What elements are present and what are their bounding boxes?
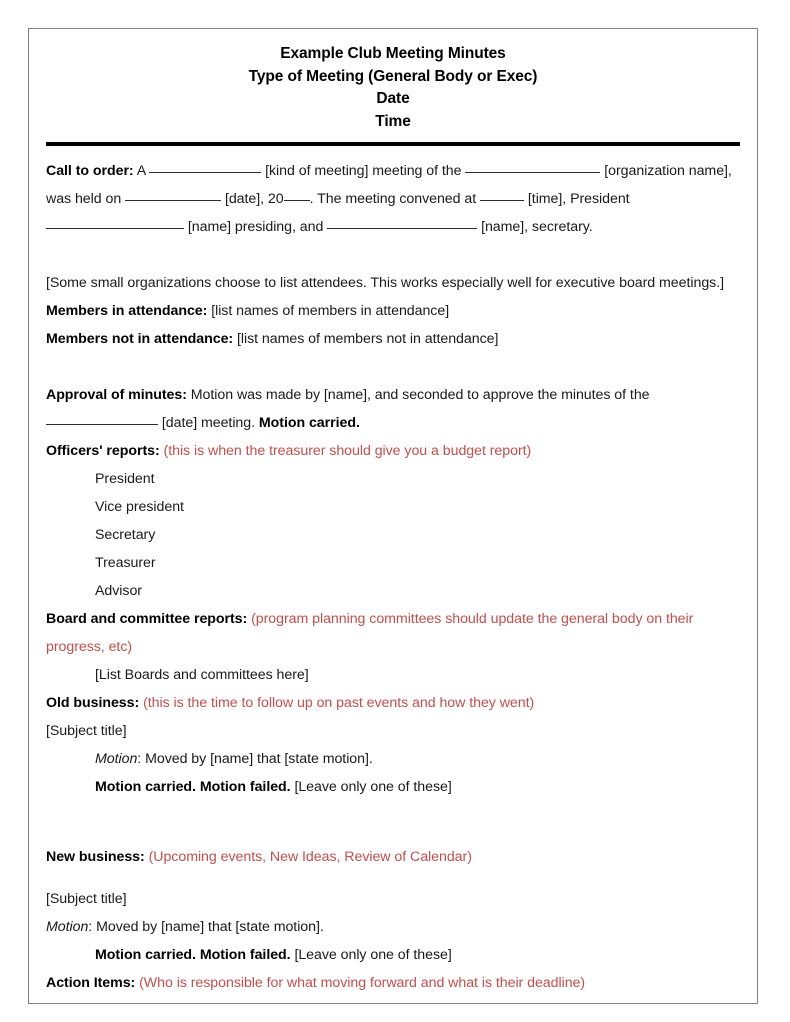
blank-kind-of-meeting xyxy=(149,160,261,173)
call-to-order-text-1: A xyxy=(133,163,150,179)
call-to-order-line-2 xyxy=(46,185,740,213)
old-business-motion-text: : Moved by [name] that [state motion]. xyxy=(137,751,373,767)
call-to-order-text-5: [date], 20 xyxy=(221,191,284,207)
title-line-1: Example Club Meeting Minutes xyxy=(280,45,506,62)
blank-year xyxy=(284,188,310,201)
old-business-label: Old business: xyxy=(46,695,140,711)
new-business-motion-text: : Moved by [name] that [state motion]. xyxy=(88,919,324,935)
old-business-result-rest: [Leave only one of these] xyxy=(290,779,452,795)
blank-president-name xyxy=(46,216,184,229)
new-business-result-bold: Motion carried. Motion failed. xyxy=(95,947,291,963)
officer-item-treasurer: Treasurer xyxy=(95,555,156,571)
title-line-3: Date xyxy=(376,90,410,107)
call-to-order-line-1 xyxy=(46,157,740,185)
approval-of-minutes-label: Approval of minutes: xyxy=(46,387,187,403)
new-business-subject-title: [Subject title] xyxy=(46,891,127,907)
approval-of-minutes-text: Motion was made by [name], and seconded to approve the minutes of the xyxy=(186,387,650,403)
call-to-order-text-4: was held on xyxy=(46,191,126,207)
call-to-order-text-7: [time], President xyxy=(524,191,630,207)
call-to-order-label: Call to order: xyxy=(46,163,134,179)
call-to-order-text-6: . The meeting convened at xyxy=(309,191,481,207)
old-business-line xyxy=(46,689,740,717)
new-business-motion-label: Motion xyxy=(46,919,89,935)
blank-date xyxy=(125,188,221,201)
officer-item-advisor: Advisor xyxy=(95,583,142,599)
new-business-label: New business: xyxy=(46,849,145,865)
officers-reports-note: (this is when the treasurer should give you a budget report) xyxy=(159,443,532,459)
members-not-in-attendance-value: [list names of members not in attendance] xyxy=(233,331,499,347)
document-body xyxy=(46,146,740,997)
call-to-order-text-2: [kind of meeting] meeting of the xyxy=(261,163,466,179)
board-reports-list-placeholder: [List Boards and committees here] xyxy=(95,667,309,683)
old-business-result-bold: Motion carried. Motion failed. xyxy=(95,779,291,795)
document-page xyxy=(28,28,758,1004)
board-reports-label: Board and committee reports: xyxy=(46,611,248,627)
title-line-2: Type of Meeting (General Body or Exec) xyxy=(248,67,538,85)
title-line-4: Time xyxy=(375,112,411,130)
new-business-result-line xyxy=(46,941,740,969)
action-items-note: (Who is responsible for what moving forward and what is their deadline) xyxy=(135,975,586,991)
new-business-note: (Upcoming events, New Ideas, Review of Calendar) xyxy=(144,849,472,865)
officer-item-secretary: Secretary xyxy=(95,527,156,543)
old-business-motion-label: Motion xyxy=(95,751,138,767)
members-in-attendance-label: Members in attendance: xyxy=(46,303,208,319)
blank-organization-name xyxy=(465,160,600,173)
call-to-order-text-9: [name], secretary. xyxy=(477,219,593,235)
spacer-before-new-business-b xyxy=(46,829,740,843)
old-business-result-line xyxy=(46,773,740,801)
old-business-note: (this is the time to follow up on past events and how they went) xyxy=(139,695,535,711)
board-reports-note-continued: progress, etc) xyxy=(46,639,133,655)
board-reports-line xyxy=(46,605,740,633)
new-business-result-rest: [Leave only one of these] xyxy=(290,947,452,963)
officers-reports-label: Officers' reports: xyxy=(46,443,160,459)
approval-of-minutes-line-1 xyxy=(46,381,740,409)
blank-time xyxy=(480,188,524,201)
new-business-motion-line xyxy=(46,913,740,941)
officer-item-president: President xyxy=(95,471,155,487)
new-business-line xyxy=(46,843,740,871)
old-business-subject-title: [Subject title] xyxy=(46,723,127,739)
old-business-motion-line xyxy=(46,745,740,773)
approval-of-minutes-text-2: [date] meeting. xyxy=(158,415,259,431)
members-in-attendance-line xyxy=(46,297,740,325)
attendance-note: [Some small organizations choose to list attendees. This works especially well for executive board meetings.] xyxy=(46,275,724,291)
action-items-label: Action Items: xyxy=(46,975,136,991)
action-items-line xyxy=(46,969,740,997)
members-not-in-attendance-label: Members not in attendance: xyxy=(46,331,234,347)
members-not-in-attendance-line xyxy=(46,325,740,353)
spacer-after-call-to-order xyxy=(46,241,740,269)
approval-motion-carried: Motion carried. xyxy=(258,415,360,431)
officers-reports-line xyxy=(46,437,740,465)
officer-item-vice-president: Vice president xyxy=(95,499,184,515)
board-reports-note: (program planning committees should update the general body on their xyxy=(247,611,694,627)
blank-previous-meeting-date xyxy=(46,412,158,425)
call-to-order-text-8: [name] presiding, and xyxy=(184,219,328,235)
call-to-order-text-3: [organization name], xyxy=(600,163,732,179)
document-title-block xyxy=(46,43,740,133)
spacer-after-new-business-heading xyxy=(46,871,740,885)
spacer-after-attendance xyxy=(46,353,740,381)
spacer-before-new-business-a xyxy=(46,801,740,829)
blank-secretary-name xyxy=(327,216,477,229)
approval-of-minutes-line-2 xyxy=(46,409,740,437)
page-content xyxy=(29,29,757,997)
members-in-attendance-value: [list names of members in attendance] xyxy=(207,303,450,319)
call-to-order-line-3 xyxy=(46,213,740,241)
